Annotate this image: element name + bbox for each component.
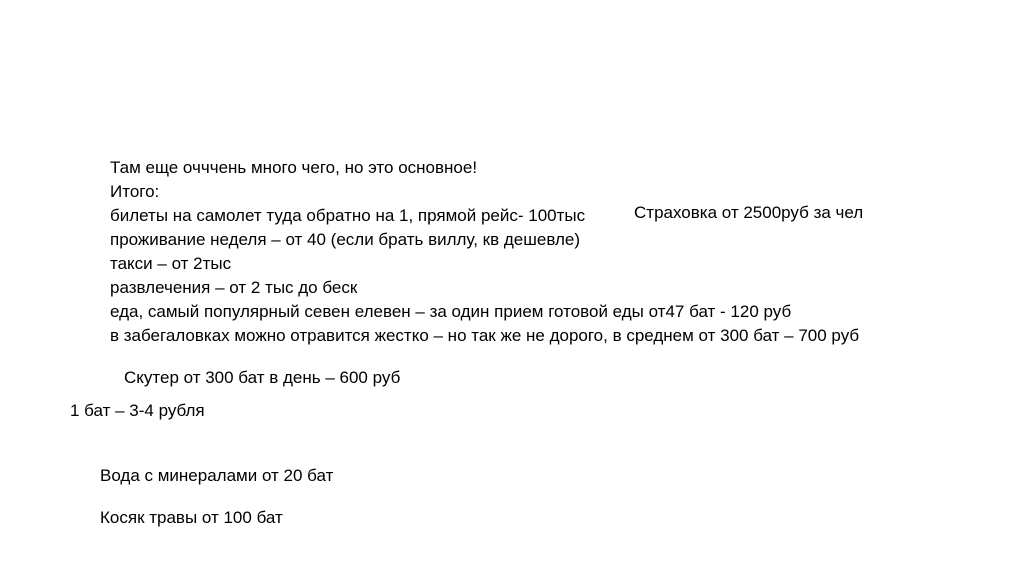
food-cost-line: еда, самый популярный севен елевен – за один прием готовой еды от47 бат - 120 руб — [110, 302, 792, 321]
water-note: Вода с минералами от 20 бат — [100, 466, 334, 485]
entertainment-cost-line: развлечения – от 2 тыс до беск — [110, 278, 358, 297]
scooter-note: Скутер от 300 бат в день – 600 руб — [124, 368, 401, 387]
accommodation-cost-line: проживание неделя – от 40 (если брать виллу, кв дешевле) — [110, 230, 581, 249]
joint-note: Косяк травы от 100 бат — [100, 508, 283, 527]
insurance-note: Страховка от 2500руб за чел — [634, 203, 864, 222]
eatery-cost-line: в забегаловках можно отравится жестко – но так же не дорого, в среднем от 300 бат – 700 руб — [110, 326, 860, 345]
summary-text-block — [110, 156, 859, 348]
taxi-cost-line: такси – от 2тыс — [110, 254, 232, 273]
total-heading: Итого: — [110, 182, 160, 201]
intro-line: Там еще очччень много чего, но это основное! — [110, 158, 478, 177]
exchange-rate-note: 1 бат – 3-4 рубля — [70, 401, 205, 420]
flight-cost-line: билеты на самолет туда обратно на 1, прямой рейс- 100тыс — [110, 206, 586, 225]
